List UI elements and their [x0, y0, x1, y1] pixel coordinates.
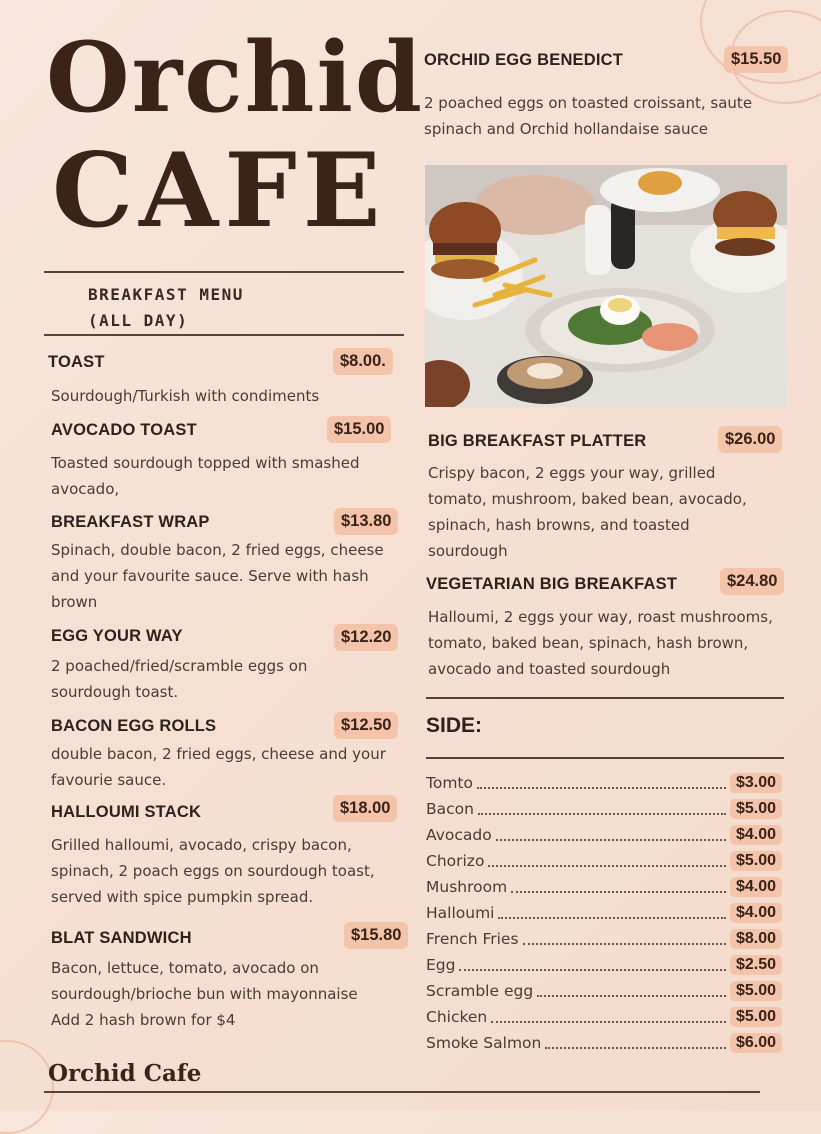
item-desc-orchid-egg-benedict — [424, 90, 752, 142]
side-item-price: $4.00 — [730, 877, 782, 897]
side-item-price: $5.00 — [730, 799, 782, 819]
side-item — [426, 952, 782, 978]
item-desc-big-breakfast-platter — [428, 460, 747, 564]
item-desc-line: Add 2 hash brown for $4 — [51, 1011, 236, 1029]
menu-title-line2: (ALL DAY) — [88, 311, 189, 330]
side-item — [426, 1004, 782, 1030]
side-item — [426, 848, 782, 874]
item-desc-toast — [51, 383, 319, 409]
item-desc-line: spinach, hash browns, and toasted — [428, 516, 690, 534]
side-item-name: Scramble egg — [426, 982, 534, 1000]
item-name-avocado-toast: AVOCADO TOAST — [51, 421, 197, 439]
leader-dots — [511, 891, 726, 893]
item-desc-line: and your favourite sauce. Serve with hash — [51, 567, 369, 585]
item-desc-line: sourdough toast. — [51, 683, 179, 701]
side-item — [426, 874, 782, 900]
side-item-price: $4.00 — [730, 903, 782, 923]
side-item-name: Mushroom — [426, 878, 508, 896]
price-badge-breakfast-wrap: $13.80 — [334, 508, 398, 535]
side-item-price: $8.00 — [730, 929, 782, 949]
item-desc-line: spinach and Orchid hollandaise sauce — [424, 120, 708, 138]
item-desc-line: avocado, — [51, 480, 120, 498]
item-desc-vegetarian-big-breakfast — [428, 604, 773, 682]
side-item-name: Avocado — [426, 826, 492, 844]
item-desc-line: served with spice pumpkin spread. — [51, 888, 314, 906]
price-badge-vegetarian-big-breakfast: $24.80 — [720, 568, 784, 595]
side-item — [426, 926, 782, 952]
side-item — [426, 770, 782, 796]
footer-brand: Orchid Cafe — [48, 1060, 202, 1087]
leader-dots — [523, 943, 726, 945]
item-desc-line: Spinach, double bacon, 2 fried eggs, cheese — [51, 541, 384, 559]
item-desc-line: brown — [51, 593, 98, 611]
side-item-name: Halloumi — [426, 904, 495, 922]
item-desc-line: tomato, baked bean, spinach, hash brown, — [428, 634, 749, 652]
item-name-halloumi-stack: HALLOUMI STACK — [51, 803, 202, 821]
item-desc-line: sourdough/brioche bun with mayonnaise — [51, 985, 358, 1003]
divider — [426, 697, 784, 699]
decorative-swirl — [0, 1040, 54, 1134]
leader-dots — [491, 1021, 726, 1023]
leader-dots — [478, 813, 726, 815]
brand-title-cafe: CAFE — [52, 131, 387, 251]
item-desc-line: Grilled halloumi, avocado, crispy bacon, — [51, 836, 352, 854]
item-desc-line: Crispy bacon, 2 eggs your way, grilled — [428, 464, 716, 482]
side-heading: SIDE: — [426, 714, 483, 737]
leader-dots — [488, 865, 726, 867]
item-desc-avocado-toast — [51, 450, 360, 502]
price-badge-orchid-egg-benedict: $15.50 — [724, 46, 788, 73]
item-desc-line: Halloumi, 2 eggs your way, roast mushrooms, — [428, 608, 773, 626]
menu-title — [88, 282, 244, 334]
item-desc-line: 2 poached/fried/scramble eggs on — [51, 657, 308, 675]
price-badge-big-breakfast-platter: $26.00 — [718, 426, 782, 453]
side-item-name: Tomto — [426, 774, 473, 792]
item-desc-blat-sandwich — [51, 955, 358, 1033]
leader-dots — [498, 917, 725, 919]
side-item — [426, 796, 782, 822]
side-item — [426, 822, 782, 848]
item-name-vegetarian-big-breakfast: VEGETARIAN BIG BREAKFAST — [426, 575, 678, 593]
leader-dots — [477, 787, 726, 789]
item-name-orchid-egg-benedict: ORCHID EGG BENEDICT — [424, 51, 624, 69]
side-item-name: Bacon — [426, 800, 474, 818]
divider — [44, 271, 404, 273]
item-desc-bacon-egg-rolls — [51, 741, 386, 793]
side-item-name: Egg — [426, 956, 456, 974]
side-item-price: $4.00 — [730, 825, 782, 845]
side-item-price: $6.00 — [730, 1033, 782, 1053]
side-item — [426, 900, 782, 926]
divider — [426, 757, 784, 759]
leader-dots — [545, 1047, 726, 1049]
item-desc-line: sourdough — [428, 542, 508, 560]
footer-divider — [44, 1091, 760, 1093]
item-name-breakfast-wrap: BREAKFAST WRAP — [51, 513, 210, 531]
divider — [44, 334, 404, 336]
item-desc-line: Toasted sourdough topped with smashed — [51, 454, 360, 472]
item-desc-line: double bacon, 2 fried eggs, cheese and your — [51, 745, 386, 763]
item-name-big-breakfast-platter: BIG BREAKFAST PLATTER — [428, 432, 647, 450]
item-desc-line: tomato, mushroom, baked bean, avocado, — [428, 490, 747, 508]
item-name-blat-sandwich: BLAT SANDWICH — [51, 929, 192, 947]
price-badge-bacon-egg-rolls: $12.50 — [334, 712, 398, 739]
food-photo — [425, 165, 787, 407]
price-badge-halloumi-stack: $18.00 — [333, 795, 397, 822]
item-name-egg-your-way: EGG YOUR WAY — [51, 627, 183, 645]
price-badge-toast: $8.00. — [333, 348, 393, 375]
item-desc-line: spinach, 2 poach eggs on sourdough toast, — [51, 862, 375, 880]
item-name-bacon-egg-rolls: BACON EGG ROLLS — [51, 717, 217, 735]
side-item-name: Chicken — [426, 1008, 488, 1026]
item-desc-egg-your-way — [51, 653, 307, 705]
item-name-toast: TOAST — [48, 353, 105, 371]
side-item-price: $5.00 — [730, 981, 782, 1001]
item-desc-line: 2 poached eggs on toasted croissant, saute — [424, 94, 753, 112]
leader-dots — [537, 995, 726, 997]
price-badge-blat-sandwich: $15.80 — [344, 922, 408, 949]
side-item-name: French Fries — [426, 930, 519, 948]
menu-title-line1: BREAKFAST MENU — [88, 285, 244, 304]
price-badge-egg-your-way: $12.20 — [334, 624, 398, 651]
item-desc-breakfast-wrap — [51, 537, 384, 615]
leader-dots — [496, 839, 726, 841]
brand-title-orchid: Orchid — [46, 21, 425, 134]
side-item-name: Chorizo — [426, 852, 485, 870]
item-desc-line: favourie sauce. — [51, 771, 167, 789]
side-item-name: Smoke Salmon — [426, 1034, 542, 1052]
side-item-price: $5.00 — [730, 851, 782, 871]
side-item-price: $3.00 — [730, 773, 782, 793]
item-desc-line: avocado and toasted sourdough — [428, 660, 671, 678]
food-photo-illustration — [425, 165, 787, 407]
side-item-price: $5.00 — [730, 1007, 782, 1027]
price-badge-avocado-toast: $15.00 — [327, 416, 391, 443]
leader-dots — [459, 969, 725, 971]
item-desc-line: Sourdough/Turkish with condiments — [51, 387, 320, 405]
side-item-price: $2.50 — [730, 955, 782, 975]
item-desc-line: Bacon, lettuce, tomato, avocado on — [51, 959, 319, 977]
item-desc-halloumi-stack — [51, 832, 375, 910]
side-item — [426, 978, 782, 1004]
side-item — [426, 1030, 782, 1056]
